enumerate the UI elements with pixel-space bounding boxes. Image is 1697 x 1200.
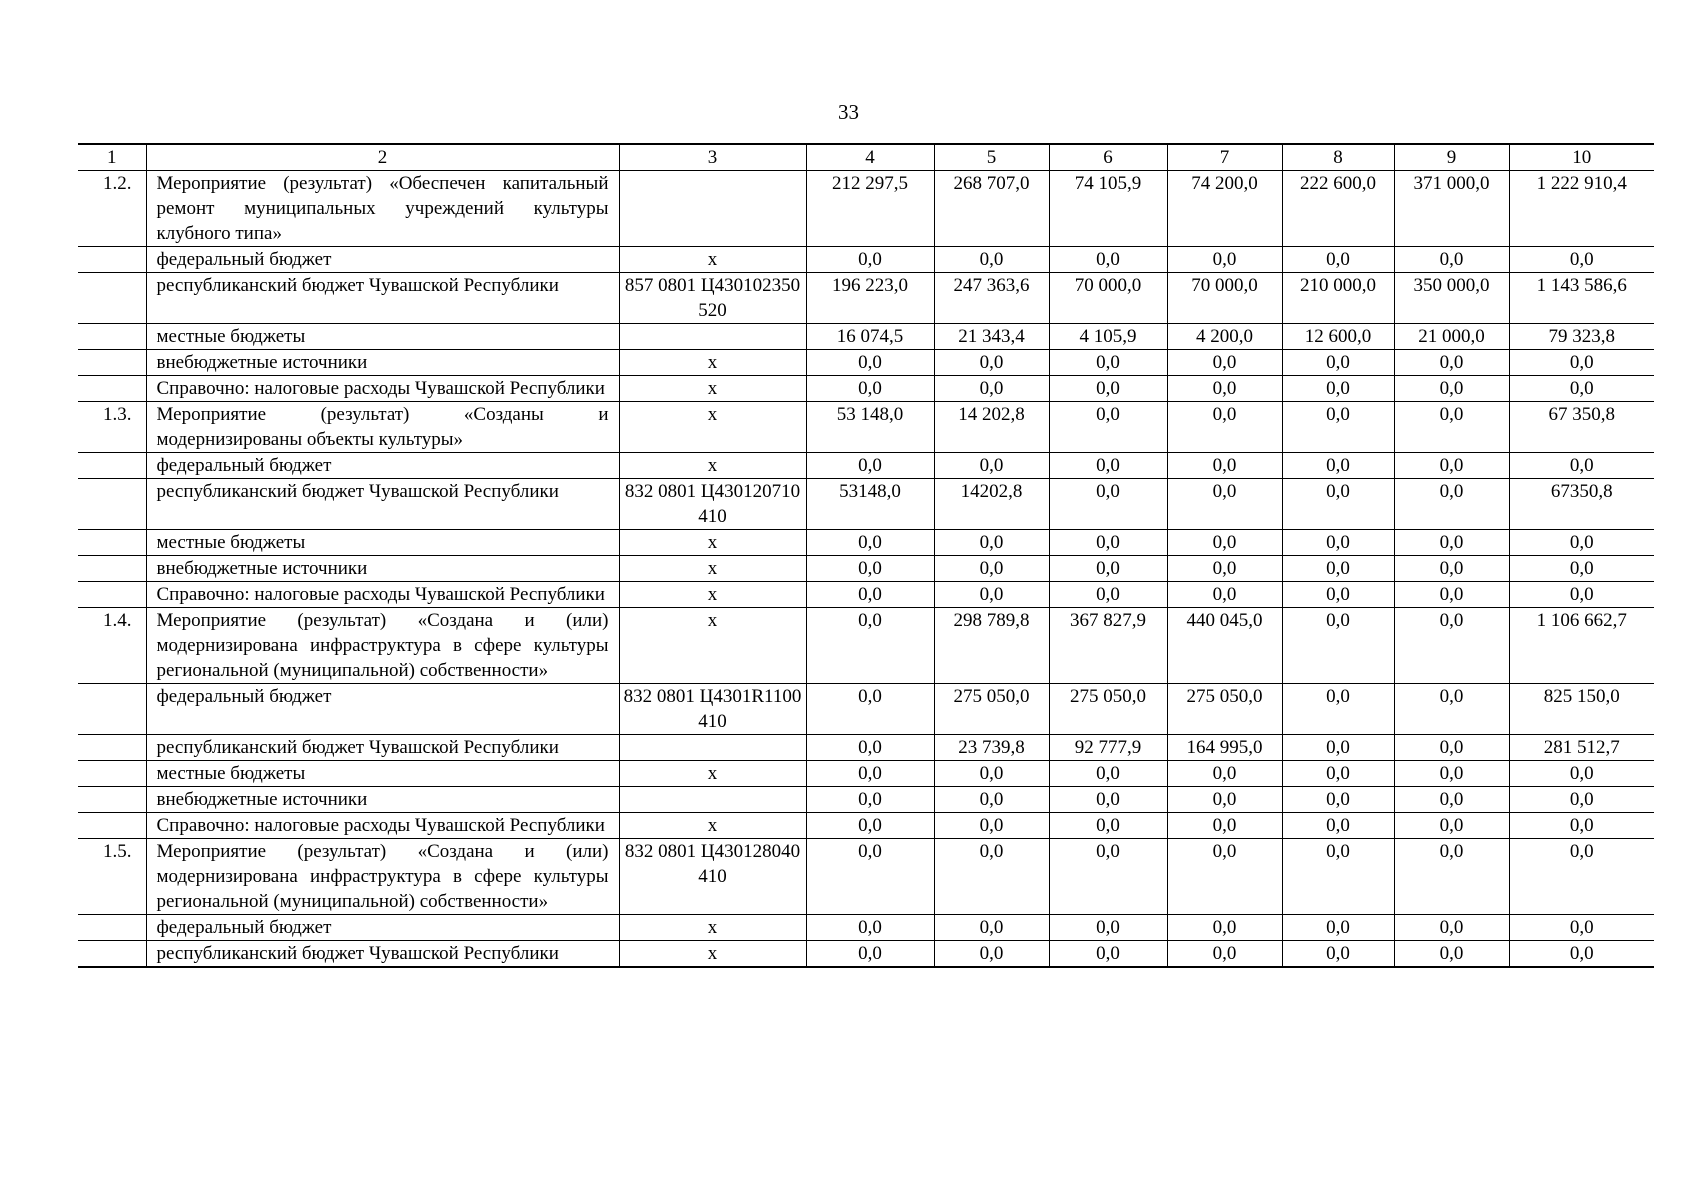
value-cell: 0,0 (1394, 684, 1509, 735)
value-cell: 0,0 (934, 839, 1049, 915)
table-row (78, 915, 1654, 941)
row-name-cell: местные бюджеты (146, 324, 619, 350)
budget-code-cell (619, 171, 806, 247)
value-cell: 12 600,0 (1282, 324, 1394, 350)
value-cell: 275 050,0 (1049, 684, 1167, 735)
value-cell: 0,0 (1282, 402, 1394, 453)
value-cell: 23 739,8 (934, 735, 1049, 761)
budget-code-cell: x (619, 402, 806, 453)
budget-code-cell: 832 0801 Ц430128040 410 (619, 839, 806, 915)
value-cell: 0,0 (1167, 787, 1282, 813)
value-cell: 0,0 (934, 941, 1049, 968)
value-cell: 0,0 (1282, 941, 1394, 968)
value-cell: 0,0 (1167, 402, 1282, 453)
value-cell: 0,0 (1167, 813, 1282, 839)
table-row (78, 453, 1654, 479)
value-cell: 0,0 (1167, 376, 1282, 402)
value-cell: 268 707,0 (934, 171, 1049, 247)
budget-code-cell (619, 787, 806, 813)
value-cell: 0,0 (1049, 350, 1167, 376)
value-cell: 0,0 (1282, 787, 1394, 813)
value-cell: 0,0 (1049, 402, 1167, 453)
row-name-cell: Справочно: налоговые расходы Чувашской Республики (146, 376, 619, 402)
value-cell: 0,0 (806, 530, 934, 556)
value-cell: 0,0 (1049, 915, 1167, 941)
row-number-cell (78, 684, 146, 735)
row-name-cell: Мероприятие (результат) «Создана и (или) модернизирована инфраструктура в сфере культуры региональной (муниципальной) собственности» (146, 608, 619, 684)
value-cell: 0,0 (934, 761, 1049, 787)
value-cell: 0,0 (1282, 376, 1394, 402)
column-number: 2 (146, 144, 619, 171)
row-number-cell (78, 556, 146, 582)
table-row (78, 324, 1654, 350)
value-cell: 0,0 (934, 453, 1049, 479)
row-name-cell: местные бюджеты (146, 761, 619, 787)
value-cell: 70 000,0 (1049, 273, 1167, 324)
value-cell: 0,0 (1282, 608, 1394, 684)
value-cell: 0,0 (1282, 813, 1394, 839)
value-cell: 196 223,0 (806, 273, 934, 324)
budget-code-cell: x (619, 247, 806, 273)
value-cell: 0,0 (1509, 376, 1654, 402)
value-cell: 0,0 (1282, 839, 1394, 915)
column-number-row (78, 144, 1654, 171)
table-row (78, 171, 1654, 247)
column-number: 7 (1167, 144, 1282, 171)
value-cell: 67 350,8 (1509, 402, 1654, 453)
value-cell: 0,0 (806, 350, 934, 376)
table-row (78, 608, 1654, 684)
row-name-cell: республиканский бюджет Чувашской Республики (146, 479, 619, 530)
value-cell: 0,0 (1394, 350, 1509, 376)
row-number-cell: 1.2. (78, 171, 146, 247)
value-cell: 0,0 (1282, 735, 1394, 761)
value-cell: 0,0 (934, 350, 1049, 376)
value-cell: 0,0 (1394, 376, 1509, 402)
budget-code-cell: x (619, 376, 806, 402)
budget-code-cell: x (619, 556, 806, 582)
value-cell: 0,0 (934, 247, 1049, 273)
table-row (78, 684, 1654, 735)
value-cell: 0,0 (934, 530, 1049, 556)
row-number-cell (78, 787, 146, 813)
table-row (78, 376, 1654, 402)
value-cell: 281 512,7 (1509, 735, 1654, 761)
row-name-cell: Мероприятие (результат) «Обеспечен капитальный ремонт муниципальных учреждений культуры клубного типа» (146, 171, 619, 247)
value-cell: 0,0 (1282, 479, 1394, 530)
value-cell: 0,0 (806, 915, 934, 941)
row-name-cell: республиканский бюджет Чувашской Республики (146, 941, 619, 968)
value-cell: 0,0 (934, 787, 1049, 813)
budget-code-cell: x (619, 608, 806, 684)
row-name-cell: внебюджетные источники (146, 350, 619, 376)
value-cell: 0,0 (934, 582, 1049, 608)
value-cell: 0,0 (1394, 761, 1509, 787)
value-cell: 0,0 (806, 787, 934, 813)
value-cell: 0,0 (1282, 915, 1394, 941)
value-cell: 0,0 (1049, 839, 1167, 915)
value-cell: 0,0 (1049, 247, 1167, 273)
budget-code-cell: x (619, 350, 806, 376)
value-cell: 0,0 (806, 376, 934, 402)
value-cell: 0,0 (1509, 556, 1654, 582)
column-number: 9 (1394, 144, 1509, 171)
value-cell: 0,0 (1167, 350, 1282, 376)
row-name-cell: федеральный бюджет (146, 915, 619, 941)
value-cell: 0,0 (1167, 556, 1282, 582)
value-cell: 0,0 (1167, 530, 1282, 556)
row-name-cell: внебюджетные источники (146, 787, 619, 813)
table-row (78, 530, 1654, 556)
row-number-cell (78, 376, 146, 402)
value-cell: 0,0 (1049, 530, 1167, 556)
table-row (78, 273, 1654, 324)
value-cell: 53 148,0 (806, 402, 934, 453)
value-cell: 1 143 586,6 (1509, 273, 1654, 324)
column-number: 6 (1049, 144, 1167, 171)
table-row (78, 787, 1654, 813)
value-cell: 67350,8 (1509, 479, 1654, 530)
table-body (78, 144, 1654, 967)
value-cell: 275 050,0 (934, 684, 1049, 735)
page-number: 33 (838, 100, 859, 124)
value-cell: 74 105,9 (1049, 171, 1167, 247)
row-number-cell (78, 350, 146, 376)
value-cell: 1 106 662,7 (1509, 608, 1654, 684)
value-cell: 4 105,9 (1049, 324, 1167, 350)
value-cell: 0,0 (1282, 684, 1394, 735)
budget-code-cell: x (619, 530, 806, 556)
value-cell: 0,0 (1509, 839, 1654, 915)
row-number-cell: 1.3. (78, 402, 146, 453)
row-name-cell: федеральный бюджет (146, 684, 619, 735)
value-cell: 0,0 (806, 684, 934, 735)
value-cell: 0,0 (1167, 479, 1282, 530)
budget-code-cell: x (619, 941, 806, 968)
table-row (78, 556, 1654, 582)
value-cell: 0,0 (1394, 556, 1509, 582)
value-cell: 371 000,0 (1394, 171, 1509, 247)
value-cell: 222 600,0 (1282, 171, 1394, 247)
value-cell: 0,0 (1394, 247, 1509, 273)
value-cell: 0,0 (1049, 556, 1167, 582)
value-cell: 0,0 (1049, 941, 1167, 968)
value-cell: 0,0 (1509, 530, 1654, 556)
value-cell: 70 000,0 (1167, 273, 1282, 324)
value-cell: 0,0 (1394, 839, 1509, 915)
value-cell: 212 297,5 (806, 171, 934, 247)
row-number-cell (78, 761, 146, 787)
value-cell: 0,0 (1394, 787, 1509, 813)
budget-code-cell (619, 324, 806, 350)
budget-code-cell: 832 0801 Ц430120710 410 (619, 479, 806, 530)
value-cell: 0,0 (1282, 582, 1394, 608)
row-number-cell (78, 941, 146, 968)
value-cell: 0,0 (1167, 839, 1282, 915)
column-number: 10 (1509, 144, 1654, 171)
row-number-cell (78, 813, 146, 839)
budget-code-cell: x (619, 582, 806, 608)
value-cell: 0,0 (1167, 453, 1282, 479)
budget-table (78, 143, 1654, 968)
row-number-cell (78, 453, 146, 479)
value-cell: 0,0 (1167, 941, 1282, 968)
value-cell: 0,0 (1509, 453, 1654, 479)
value-cell: 0,0 (1282, 247, 1394, 273)
row-name-cell: Справочно: налоговые расходы Чувашской Республики (146, 582, 619, 608)
row-number-cell (78, 735, 146, 761)
table-row (78, 247, 1654, 273)
row-name-cell: Справочно: налоговые расходы Чувашской Республики (146, 813, 619, 839)
value-cell: 0,0 (1509, 941, 1654, 968)
budget-code-cell: x (619, 915, 806, 941)
column-number: 3 (619, 144, 806, 171)
value-cell: 53148,0 (806, 479, 934, 530)
value-cell: 210 000,0 (1282, 273, 1394, 324)
value-cell: 0,0 (806, 813, 934, 839)
value-cell: 0,0 (806, 761, 934, 787)
row-number-cell (78, 479, 146, 530)
value-cell: 440 045,0 (1167, 608, 1282, 684)
budget-code-cell: 857 0801 Ц430102350 520 (619, 273, 806, 324)
row-number-cell: 1.5. (78, 839, 146, 915)
budget-code-cell: x (619, 453, 806, 479)
value-cell: 164 995,0 (1167, 735, 1282, 761)
value-cell: 0,0 (1509, 915, 1654, 941)
value-cell: 0,0 (1167, 582, 1282, 608)
value-cell: 0,0 (1509, 247, 1654, 273)
value-cell: 0,0 (1167, 915, 1282, 941)
value-cell: 0,0 (1049, 376, 1167, 402)
value-cell: 16 074,5 (806, 324, 934, 350)
value-cell: 0,0 (1282, 556, 1394, 582)
table-row (78, 813, 1654, 839)
value-cell: 14 202,8 (934, 402, 1049, 453)
value-cell: 0,0 (934, 813, 1049, 839)
value-cell: 0,0 (934, 556, 1049, 582)
value-cell: 0,0 (934, 376, 1049, 402)
column-number: 1 (78, 144, 146, 171)
value-cell: 275 050,0 (1167, 684, 1282, 735)
table-row (78, 761, 1654, 787)
value-cell: 0,0 (1167, 247, 1282, 273)
budget-code-cell (619, 735, 806, 761)
row-name-cell: федеральный бюджет (146, 453, 619, 479)
table-row (78, 735, 1654, 761)
value-cell: 0,0 (1282, 761, 1394, 787)
table-row (78, 839, 1654, 915)
value-cell: 367 827,9 (1049, 608, 1167, 684)
value-cell: 0,0 (806, 839, 934, 915)
value-cell: 74 200,0 (1167, 171, 1282, 247)
budget-code-cell: x (619, 761, 806, 787)
value-cell: 0,0 (1282, 530, 1394, 556)
row-number-cell (78, 324, 146, 350)
value-cell: 0,0 (1509, 813, 1654, 839)
value-cell: 0,0 (1509, 761, 1654, 787)
value-cell: 0,0 (1049, 813, 1167, 839)
value-cell: 0,0 (1167, 761, 1282, 787)
value-cell: 0,0 (1394, 582, 1509, 608)
value-cell: 0,0 (1509, 787, 1654, 813)
row-number-cell (78, 915, 146, 941)
value-cell: 0,0 (806, 556, 934, 582)
value-cell: 0,0 (806, 608, 934, 684)
table-row (78, 479, 1654, 530)
value-cell: 0,0 (1394, 608, 1509, 684)
value-cell: 0,0 (1394, 813, 1509, 839)
row-name-cell: Мероприятие (результат) «Создана и (или) модернизирована инфраструктура в сфере культуры региональной (муниципальной) собственности» (146, 839, 619, 915)
table-row (78, 402, 1654, 453)
value-cell: 0,0 (1394, 915, 1509, 941)
value-cell: 92 777,9 (1049, 735, 1167, 761)
value-cell: 0,0 (1509, 582, 1654, 608)
row-number-cell: 1.4. (78, 608, 146, 684)
value-cell: 0,0 (1049, 582, 1167, 608)
row-name-cell: внебюджетные источники (146, 556, 619, 582)
value-cell: 0,0 (1394, 735, 1509, 761)
column-number: 8 (1282, 144, 1394, 171)
budget-code-cell: x (619, 813, 806, 839)
value-cell: 0,0 (1394, 941, 1509, 968)
value-cell: 21 000,0 (1394, 324, 1509, 350)
value-cell: 0,0 (806, 941, 934, 968)
value-cell: 0,0 (1394, 530, 1509, 556)
value-cell: 79 323,8 (1509, 324, 1654, 350)
value-cell: 0,0 (1394, 402, 1509, 453)
value-cell: 298 789,8 (934, 608, 1049, 684)
row-name-cell: местные бюджеты (146, 530, 619, 556)
value-cell: 0,0 (1282, 350, 1394, 376)
value-cell: 14202,8 (934, 479, 1049, 530)
value-cell: 1 222 910,4 (1509, 171, 1654, 247)
row-name-cell: Мероприятие (результат) «Созданы и модернизированы объекты культуры» (146, 402, 619, 453)
row-number-cell (78, 530, 146, 556)
budget-code-cell: 832 0801 Ц4301R1100 410 (619, 684, 806, 735)
value-cell: 0,0 (1394, 453, 1509, 479)
value-cell: 0,0 (1282, 453, 1394, 479)
value-cell: 247 363,6 (934, 273, 1049, 324)
row-name-cell: федеральный бюджет (146, 247, 619, 273)
value-cell: 350 000,0 (1394, 273, 1509, 324)
value-cell: 0,0 (1394, 479, 1509, 530)
value-cell: 0,0 (806, 735, 934, 761)
value-cell: 825 150,0 (1509, 684, 1654, 735)
row-name-cell: республиканский бюджет Чувашской Республики (146, 735, 619, 761)
value-cell: 0,0 (806, 582, 934, 608)
value-cell: 0,0 (1049, 479, 1167, 530)
table-row (78, 941, 1654, 968)
value-cell: 0,0 (934, 915, 1049, 941)
value-cell: 0,0 (1049, 761, 1167, 787)
table-row (78, 582, 1654, 608)
row-number-cell (78, 273, 146, 324)
row-number-cell (78, 247, 146, 273)
value-cell: 0,0 (806, 247, 934, 273)
row-name-cell: республиканский бюджет Чувашской Республики (146, 273, 619, 324)
value-cell: 0,0 (1049, 787, 1167, 813)
value-cell: 0,0 (806, 453, 934, 479)
column-number: 5 (934, 144, 1049, 171)
table-row (78, 350, 1654, 376)
value-cell: 0,0 (1509, 350, 1654, 376)
value-cell: 4 200,0 (1167, 324, 1282, 350)
value-cell: 21 343,4 (934, 324, 1049, 350)
row-number-cell (78, 582, 146, 608)
column-number: 4 (806, 144, 934, 171)
value-cell: 0,0 (1049, 453, 1167, 479)
